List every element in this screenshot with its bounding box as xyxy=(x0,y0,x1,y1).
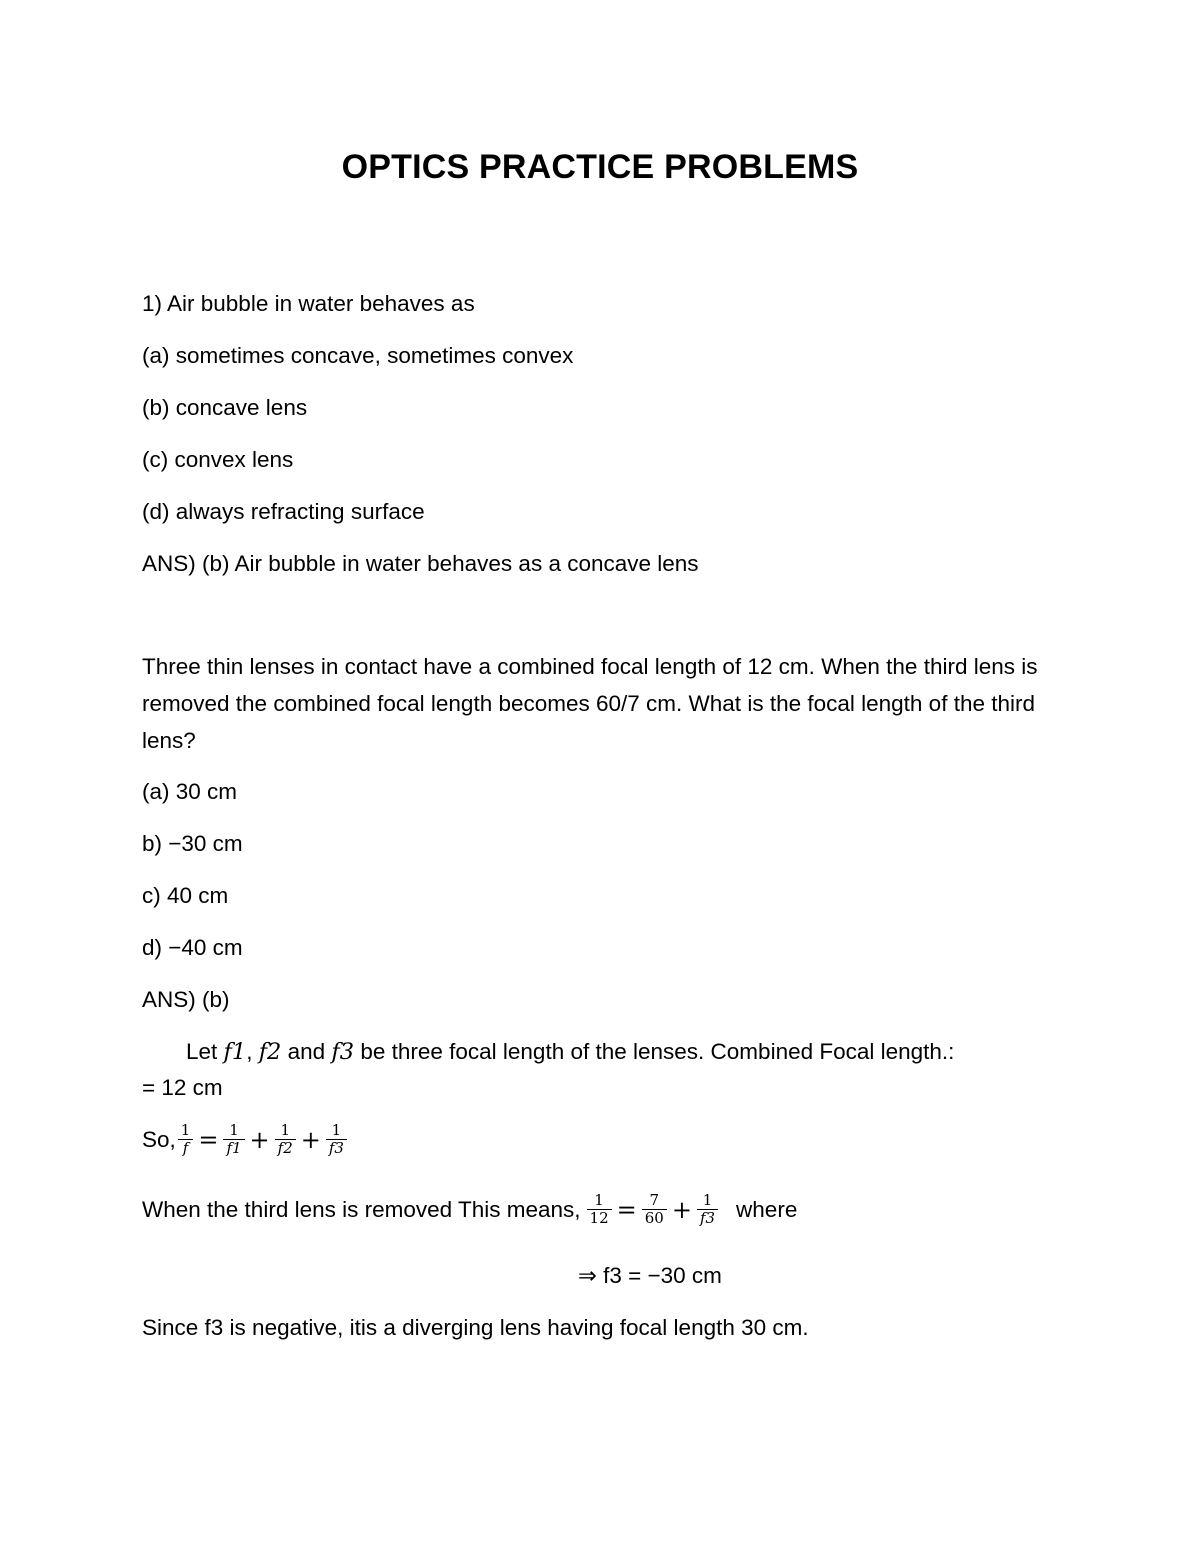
f2-symbol: 𝑓2 xyxy=(258,1039,282,1065)
plus-sign: + xyxy=(300,1125,321,1154)
plus-sign: + xyxy=(671,1195,692,1224)
separator: , xyxy=(246,1039,259,1064)
question-2-answer: ANS) (b) xyxy=(142,987,230,1012)
conclusion-text: Since f3 is negative, itis a diverging lens having focal length 30 cm. xyxy=(142,1315,809,1340)
solution-let-line xyxy=(186,1038,954,1066)
question-1-option-b: (b) concave lens xyxy=(142,395,308,420)
so-label: So, xyxy=(142,1126,176,1152)
removed-text: When the third lens is removed This means, xyxy=(142,1196,581,1222)
question-1-option-d: (d) always refracting surface xyxy=(142,499,425,524)
combined-focal-length: = 12 cm xyxy=(142,1075,223,1100)
plus-sign: + xyxy=(249,1125,270,1154)
let-suffix: be three focal length of the lenses. Combined Focal length.: xyxy=(354,1039,955,1064)
equals-sign: = xyxy=(198,1125,219,1154)
let-prefix: Let xyxy=(186,1039,224,1064)
question-2-text: Three thin lenses in contact have a combined focal length of 12 cm. When the third lens is removed the combined focal length becomes 60/7 cm. What is the focal length of the third lens? xyxy=(142,654,1038,753)
result-f3: ⇒ f3 = −30 cm xyxy=(578,1263,722,1288)
page-title: OPTICS PRACTICE PROBLEMS xyxy=(341,148,859,186)
fraction-1-over-f3: $\frac{1}{\text{𝑓3}}$ xyxy=(326,1122,347,1157)
question-1-option-c: (c) convex lens xyxy=(142,447,294,472)
question-2-option-c: c) 40 cm xyxy=(142,883,229,908)
equation-1 xyxy=(142,1122,349,1157)
equals-sign: = xyxy=(616,1195,637,1224)
question-2-option-b: b) −30 cm xyxy=(142,831,243,856)
where-text: where xyxy=(736,1196,798,1222)
question-1-answer: ANS) (b) Air bubble in water behaves as a concave lens xyxy=(142,551,699,576)
and-text: and xyxy=(281,1039,332,1064)
question-1-option-a: (a) sometimes concave, sometimes convex xyxy=(142,343,574,368)
question-1-text: 1) Air bubble in water behaves as xyxy=(142,291,475,316)
fraction-7-over-60: $\frac{7}{60}$ xyxy=(642,1192,667,1227)
equation-2 xyxy=(142,1192,797,1227)
fraction-1-over-f: $\frac{1}{\text{𝑓}}$ xyxy=(178,1122,194,1157)
fraction-1-over-f1: $\frac{1}{\text{𝑓1}}$ xyxy=(223,1122,244,1157)
fraction-1-over-12: $\frac{1}{12}$ xyxy=(587,1192,612,1227)
fraction-1-over-f3: $\frac{1}{\text{𝑓3}}$ xyxy=(697,1192,718,1227)
f3-symbol: 𝑓3 xyxy=(331,1039,355,1065)
question-2-option-d: d) −40 cm xyxy=(142,935,243,960)
fraction-1-over-f2: $\frac{1}{\text{𝑓2}}$ xyxy=(275,1122,296,1157)
f1-symbol: 𝑓1 xyxy=(223,1039,247,1065)
question-2-option-a: (a) 30 cm xyxy=(142,779,238,804)
